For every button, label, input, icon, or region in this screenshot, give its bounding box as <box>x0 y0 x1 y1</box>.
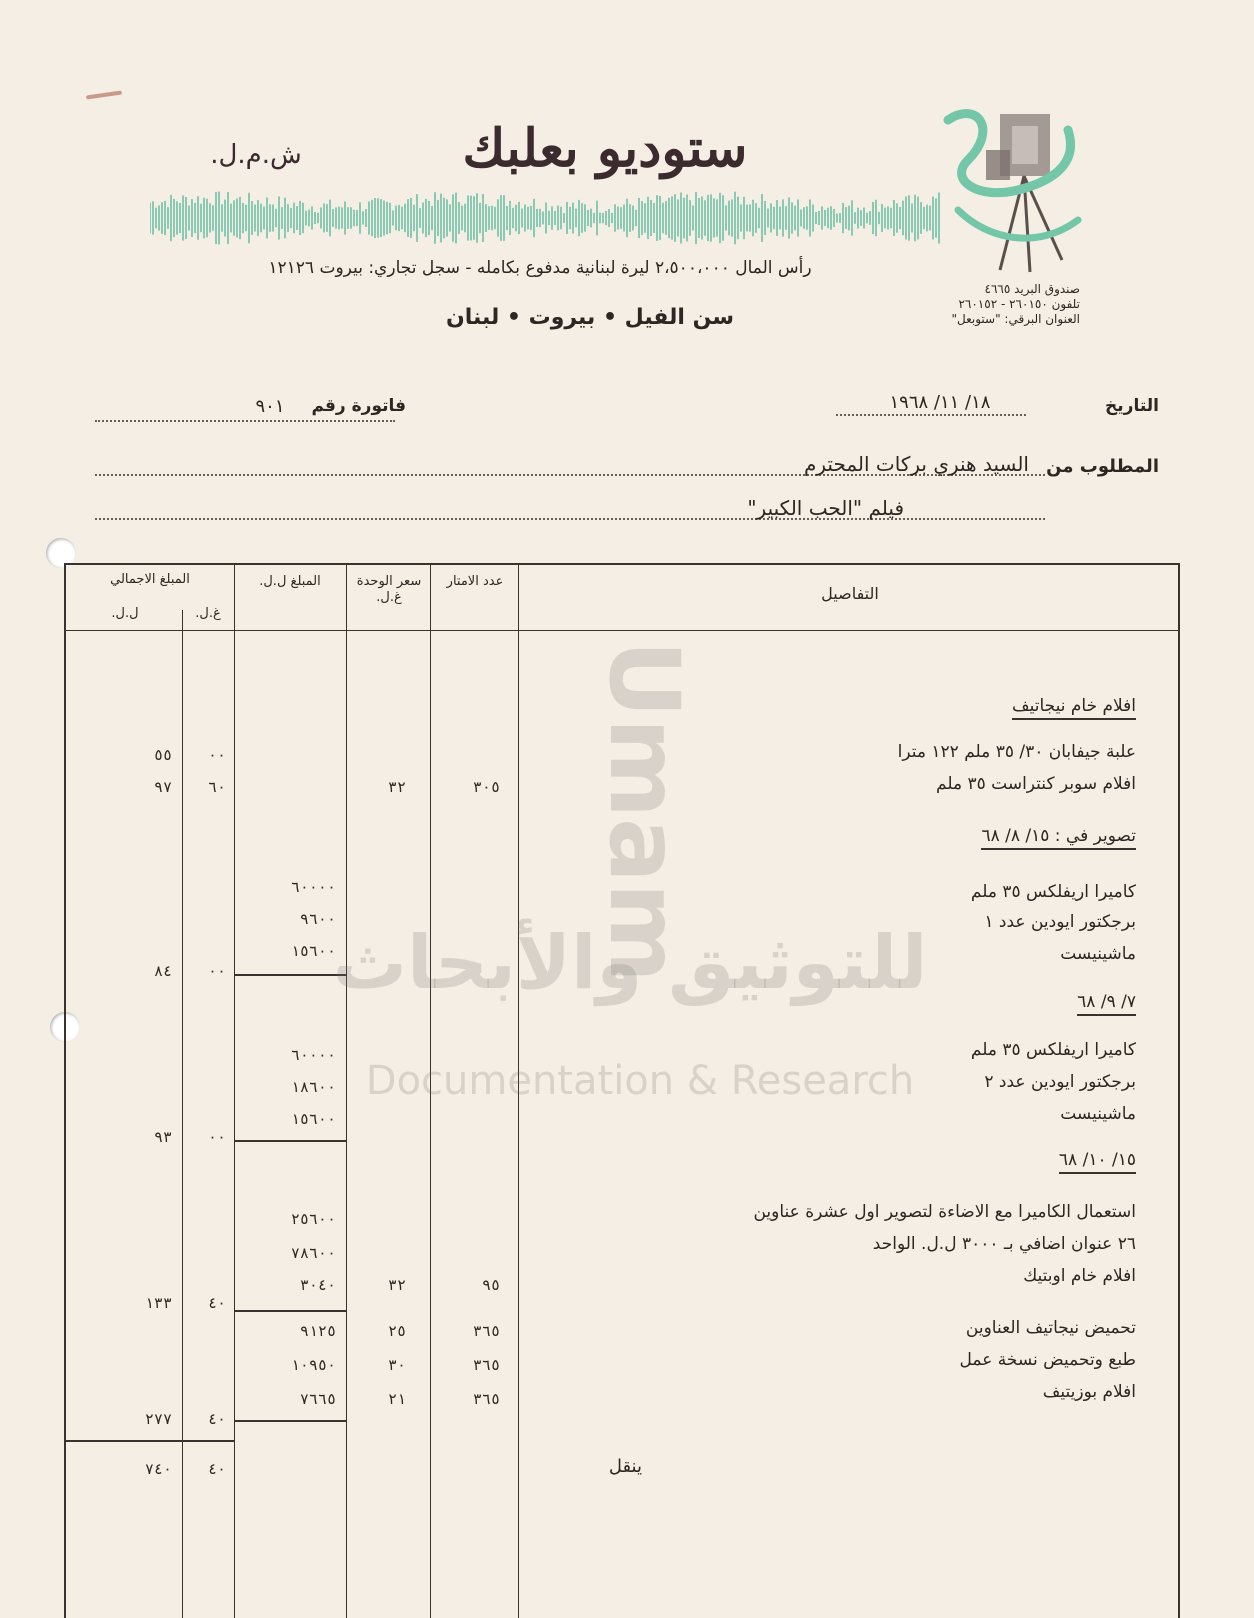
item-titles-camera: استعمال الكاميرا مع الاضاءة لتصوير اول عشرة عناوين <box>753 1202 1136 1222</box>
invoice-number-label: فاتورة رقم <box>311 396 406 416</box>
amount-9600: ٩٦٠٠ <box>299 910 336 928</box>
header-unit-price: سعر الوحدة غ.ل. <box>356 574 422 605</box>
item-gevaert: علبة جيفابان ٣٠/ ٣٥ ملم ١٢٢ مترا <box>897 742 1136 762</box>
amount-78600: ٧٨٦٠٠ <box>290 1244 336 1262</box>
header-total-ll: ل.ل. <box>111 606 139 621</box>
table-left-border <box>64 563 66 1618</box>
price-32: ٣٢ <box>387 778 406 796</box>
cable-address: العنوان البرقي: "ستوبعل" <box>951 312 1080 326</box>
watermark-vertical: Umam <box>588 640 700 983</box>
subtotal-rule-3 <box>234 1310 346 1312</box>
price-32-b: ٣٢ <box>387 1276 406 1294</box>
price-25: ٢٥ <box>387 1322 406 1340</box>
header-total: المبلغ الاجمالي <box>110 572 190 587</box>
brand-name: ستوديو بعلبك <box>462 118 748 179</box>
item-develop-negative: تحميض نيجاتيف العناوين <box>965 1318 1136 1338</box>
total-2-pia: ٦٠ <box>207 778 226 796</box>
meters-305: ٣٠٥ <box>472 778 500 796</box>
header-amount: المبلغ ل.ل. <box>259 574 321 589</box>
table-right-border <box>1178 563 1180 1618</box>
grand-total-rule <box>64 1440 234 1442</box>
requested-from-label: المطلوب من <box>1046 456 1159 477</box>
table-top-border <box>64 563 1180 565</box>
film-title: فيلم "الحب الكبير" <box>747 496 904 520</box>
amount-7665: ٧٦٦٥ <box>299 1390 336 1408</box>
item-camera-2: كاميرا اريفلكس ٣٥ ملم <box>970 1040 1136 1060</box>
po-box: صندوق البريد ٤٦٦٥ <box>984 282 1080 296</box>
address-line: سن الفيل • بيروت • لبنان <box>445 305 735 330</box>
watermark-arabic: للتوثيق والأبحاث <box>332 920 928 1006</box>
amount-10950: ١٠٩٥٠ <box>290 1356 336 1374</box>
meters-95: ٩٥ <box>481 1276 500 1294</box>
amount-9125: ٩١٢٥ <box>299 1322 336 1340</box>
item-machinist-2: ماشينيست <box>1060 1104 1136 1124</box>
item-extra-titles: ٢٦ عنوان اضافي بـ ٣٠٠٠ ل.ل. الواحد <box>872 1234 1136 1254</box>
total-3-ll: ٨٤ <box>153 962 172 980</box>
header-details: التفاصيل <box>821 584 879 603</box>
total-5-pia: ٤٠ <box>207 1294 226 1312</box>
phone-line: تلفون ٢٦٠١٥٠ - ٢٦٠١٥٢ <box>958 297 1080 311</box>
brand-abbreviation: ش.م.ل. <box>210 140 302 170</box>
meters-365-a: ٣٦٥ <box>472 1322 500 1340</box>
amount-25600: ٢٥٦٠٠ <box>290 1210 336 1228</box>
total-4-pia: ٠٠ <box>207 1128 226 1146</box>
section-shoot-2: ٧/ ٩/ ٦٨ <box>1077 992 1136 1016</box>
header-meters: عدد الامتار <box>446 574 504 589</box>
grand-total-ll: ٧٤٠ <box>144 1460 172 1478</box>
item-projector-2: برجكتور ايودين عدد ٢ <box>984 1072 1136 1092</box>
client-name: السيد هنري بركات المحترم <box>804 452 1029 476</box>
capital-line: رأس المال ٢،٥٠٠،٠٠٠ ليرة لبنانية مدفوع بكامله - سجل تجاري: بيروت ١٢١٢٦ <box>268 258 812 278</box>
total-2-ll: ٩٧ <box>153 778 172 796</box>
section-shoot-3: ١٥/ ١٠/ ٦٨ <box>1059 1150 1136 1174</box>
watermark-english: Documentation & Research <box>365 1058 915 1104</box>
total-1-pia: ٠٠ <box>207 746 226 764</box>
total-6-pia: ٤٠ <box>207 1410 226 1428</box>
item-projector-1: برجكتور ايودين عدد ١ <box>984 912 1136 932</box>
amount-15600-a: ١٥٦٠٠ <box>290 942 336 960</box>
item-raw-optic: افلام خام اوبتيك <box>1023 1266 1136 1286</box>
item-print-copy: طبع وتحميض نسخة عمل <box>959 1350 1136 1370</box>
col-divider-total <box>234 563 235 1618</box>
total-5-ll: ١٣٣ <box>144 1294 172 1312</box>
section-negative: افلام خام نيجاتيف <box>1012 696 1136 720</box>
total-3-pia: ٠٠ <box>207 962 226 980</box>
date-value: ١٨/ ١١/ ١٩٦٨ <box>889 392 991 413</box>
invoice-number: ٩٠١ <box>255 396 285 417</box>
section-shoot-1: تصوير في : ١٥/ ٨/ ٦٨ <box>981 826 1136 850</box>
amount-15600-b: ١٥٦٠٠ <box>290 1110 336 1128</box>
grand-total-pia: ٤٠ <box>207 1460 226 1478</box>
carry-forward-label: ينقل <box>608 1456 642 1477</box>
subtotal-rule-2 <box>234 1140 346 1142</box>
amount-60000-a: ٦٠٠٠٠ <box>290 878 336 896</box>
amount-18600: ١٨٦٠٠ <box>290 1078 336 1096</box>
item-camera-1: كاميرا اريفلكس ٣٥ ملم <box>970 882 1136 902</box>
meters-365-c: ٣٦٥ <box>472 1390 500 1408</box>
price-21: ٢١ <box>387 1390 406 1408</box>
total-6-ll: ٢٧٧ <box>144 1410 172 1428</box>
table-header-rule <box>64 630 1180 631</box>
total-1-ll: ٥٥ <box>153 746 172 764</box>
header-total-pia: غ.ل. <box>195 606 221 621</box>
item-positive: افلام بوزيتيف <box>1042 1382 1136 1402</box>
amount-60000-b: ٦٠٠٠٠ <box>290 1046 336 1064</box>
total-4-ll: ٩٣ <box>153 1128 172 1146</box>
amount-3040: ٣٠٤٠ <box>299 1276 336 1294</box>
item-supercontrast: افلام سوبر كنتراست ٣٥ ملم <box>936 774 1136 794</box>
meters-365-b: ٣٦٥ <box>472 1356 500 1374</box>
price-30: ٣٠ <box>387 1356 406 1374</box>
col-divider-pia <box>182 610 183 1618</box>
item-machinist-1: ماشينيست <box>1060 944 1136 964</box>
subtotal-rule-4 <box>234 1420 346 1422</box>
date-label: التاريخ <box>1105 396 1159 416</box>
